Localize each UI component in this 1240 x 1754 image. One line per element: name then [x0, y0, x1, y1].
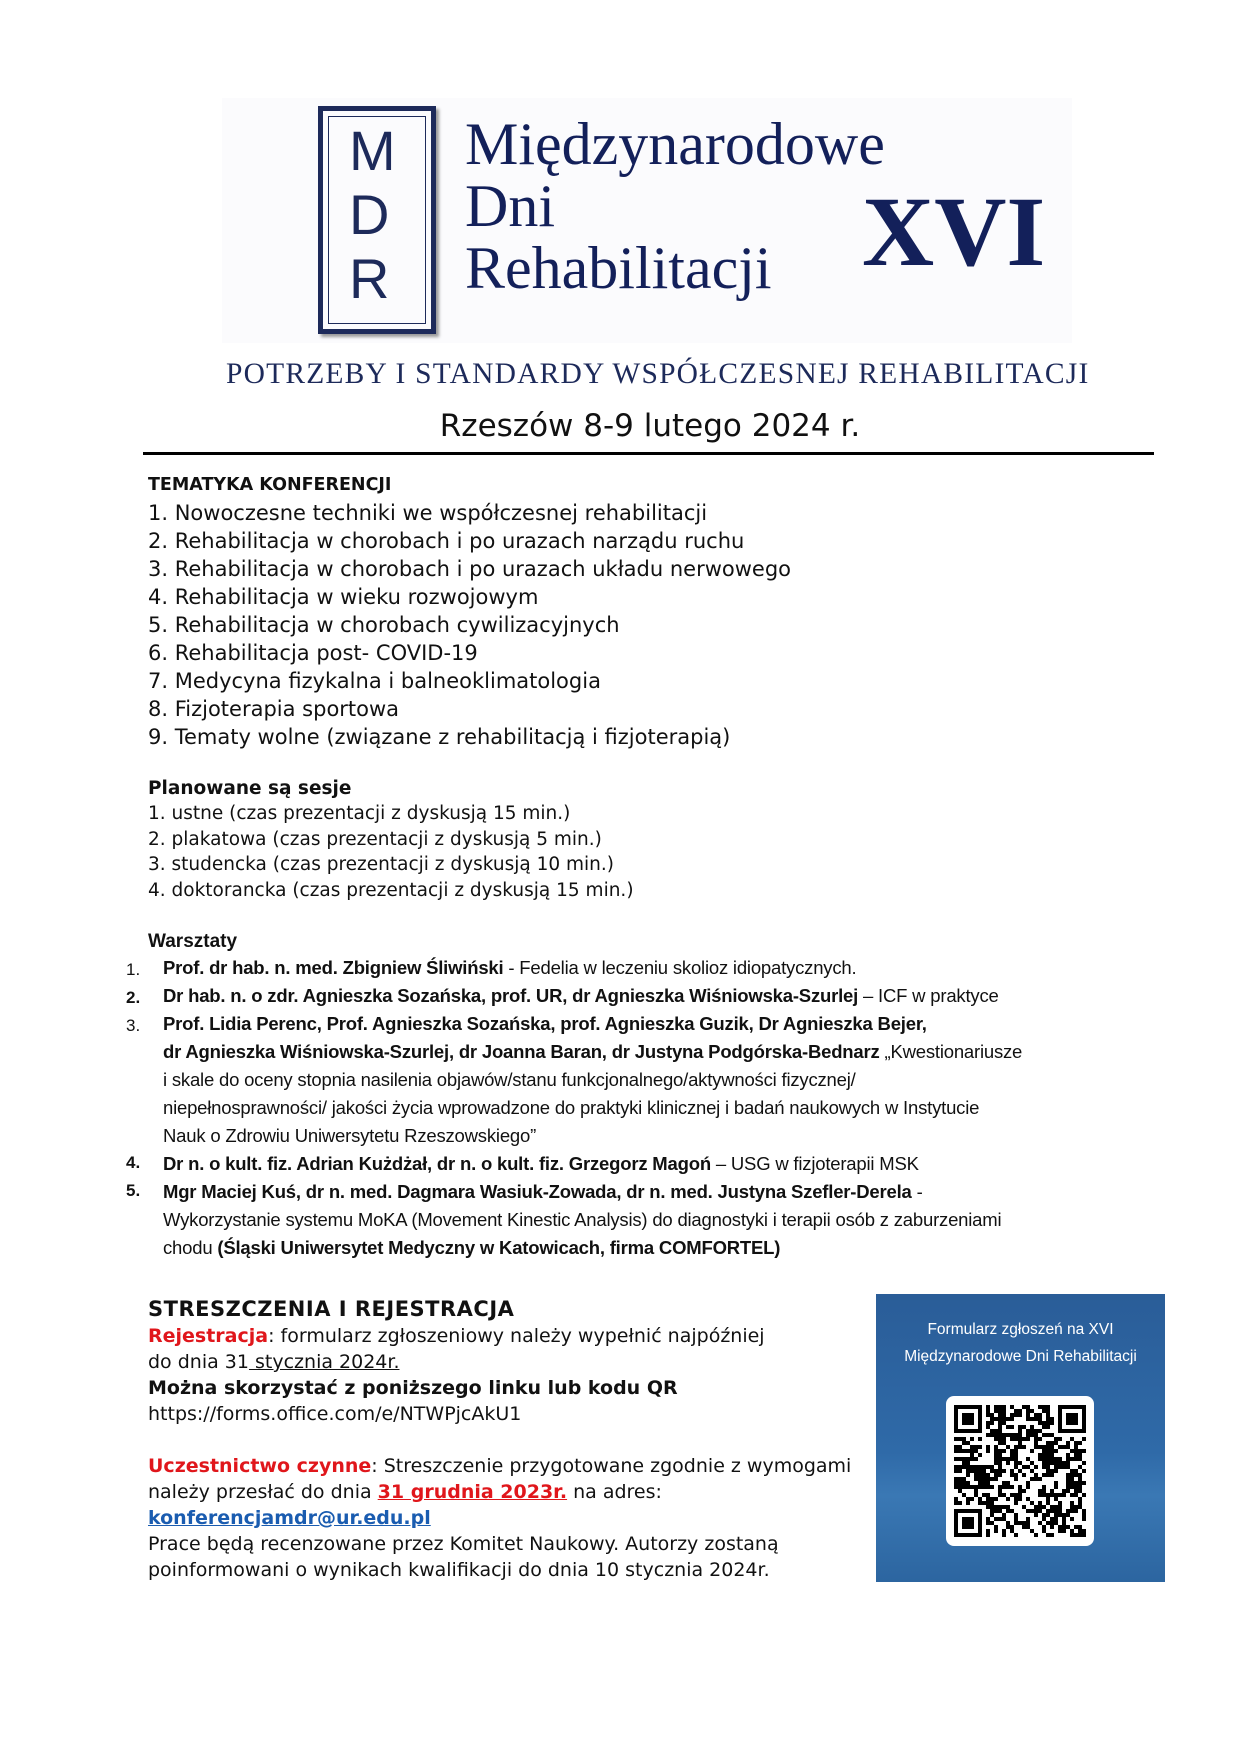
- topic-item: 3. Rehabilitacja w chorobach i po urazach układu nerwowego: [148, 557, 792, 581]
- review-note-line2: poinformowani o wynikach kwalifikacji do dnia 10 stycznia 2024r.: [148, 1559, 770, 1581]
- workshop-item-3: Prof. Lidia Perenc, Prof. Agnieszka Sozańska, prof. Agnieszka Guzik, Dr Agnieszka Bejer,: [163, 1013, 927, 1034]
- edition-number: XVI: [862, 176, 1046, 287]
- logo-letter-m: M: [349, 119, 396, 182]
- registration-date: do dnia 31 stycznia 2024r.: [148, 1351, 400, 1373]
- review-note-line1: Prace będą recenzowane przez Komitet Naukowy. Autorzy zostaną: [148, 1533, 779, 1555]
- place-date: Rzeszów 8-9 lutego 2024 r.: [439, 408, 861, 444]
- registration-deadline: Rejestracja: formularz zgłoszeniowy należy wypełnić najpóźniej: [148, 1325, 765, 1347]
- qr-panel-title: [876, 1316, 1165, 1370]
- topic-item: 5. Rehabilitacja w chorobach cywilizacyjnych: [148, 613, 620, 637]
- email-link[interactable]: konferencjamdr@ur.edu.pl: [148, 1507, 431, 1529]
- session-item: 2. plakatowa (czas prezentacji z dyskusją 5 min.): [148, 828, 602, 850]
- registration-heading: STRESZCZENIA I REJESTRACJA: [148, 1297, 515, 1321]
- registration-url[interactable]: https://forms.office.com/e/NTWPjcAkU1: [148, 1403, 522, 1425]
- workshop-item-3-line5: Nauk o Zdrowiu Uniwersytetu Rzeszowskiego”: [163, 1125, 537, 1146]
- workshop-item-1: Prof. dr hab. n. med. Zbigniew Śliwiński - Fedelia w leczeniu skolioz idiopatycznych.: [163, 957, 857, 978]
- divider: [143, 452, 1154, 455]
- list-number: 2.: [126, 988, 141, 1007]
- session-item: 3. studencka (czas prezentacji z dyskusją 10 min.): [148, 854, 614, 876]
- workshop-item-2: Dr hab. n. o zdr. Agnieszka Sozańska, prof. UR, dr Agnieszka Wiśniowska-Szurlej – ICF w praktyce: [163, 985, 999, 1006]
- session-item: 4. doktorancka (czas prezentacji z dyskusją 15 min.): [148, 880, 634, 902]
- qr-code[interactable]: [946, 1396, 1094, 1546]
- workshop-item-5-line3: chodu (Śląski Uniwersytet Medyczny w Katowicach, firma COMFORTEL): [163, 1237, 781, 1258]
- topics-heading: TEMATYKA KONFERENCJI: [148, 475, 392, 495]
- logo-title-line3: Rehabilitacji: [465, 235, 772, 301]
- topic-item: 1. Nowoczesne techniki we współczesnej rehabilitacji: [148, 501, 708, 525]
- topic-item: 4. Rehabilitacja w wieku rozwojowym: [148, 585, 539, 609]
- list-number: 5.: [126, 1181, 141, 1200]
- list-number: 4.: [126, 1153, 141, 1172]
- workshop-item-3-line4: niepełnosprawności/ jakości życia wprowadzone do praktyki klinicznej i badań naukowych w Instytucie: [163, 1097, 980, 1118]
- logo-letter-d: D: [349, 183, 390, 246]
- workshop-item-5: Mgr Maciej Kuś, dr n. med. Dagmara Wasiuk-Zowada, dr n. med. Justyna Szefler-Derela -: [163, 1181, 923, 1202]
- workshop-item-4: Dr n. o kult. fiz. Adrian Kużdżał, dr n. o kult. fiz. Grzegorz Magoń – USG w fizjoterapii MSK: [163, 1153, 919, 1174]
- session-item: 1. ustne (czas prezentacji z dyskusją 15 min.): [148, 803, 571, 824]
- logo-title-line1: Międzynarodowe: [465, 111, 885, 177]
- qr-title-line1: Formularz zgłoszeń na XVI: [927, 1321, 1114, 1338]
- workshop-item-3-line2: dr Agnieszka Wiśniowska-Szurlej, dr Joanna Baran, dr Justyna Podgórska-Bednarz „Kwestionariusze: [163, 1041, 1023, 1062]
- active-participation: Uczestnictwo czynne: Streszczenie przygotowane zgodnie z wymogami: [148, 1455, 852, 1477]
- qr-code-icon: [954, 1405, 1086, 1537]
- workshops-heading: Warsztaty: [148, 931, 238, 952]
- workshop-item-5-line2: Wykorzystanie systemu MoKA (Movement Kinestic Analysis) do diagnostyki i terapii osób z zaburzeniami: [163, 1209, 1002, 1230]
- qr-panel: [876, 1294, 1165, 1582]
- list-number: 3.: [126, 1016, 141, 1035]
- logo-letter-r: R: [349, 247, 390, 310]
- conference-subtitle: POTRZEBY I STANDARDY WSPÓŁCZESNEJ REHABILITACJI: [226, 358, 1090, 390]
- list-number: 1.: [126, 960, 141, 979]
- abstract-deadline: należy przesłać do dnia 31 grudnia 2023r. na adres:: [148, 1481, 662, 1503]
- mdr-logo-mark: [318, 106, 436, 334]
- topic-item: 9. Tematy wolne (związane z rehabilitacją i fizjoterapią): [148, 725, 731, 749]
- logo-title-line2: Dni: [465, 173, 555, 239]
- topic-item: 8. Fizjoterapia sportowa: [148, 697, 400, 721]
- topic-item: 6. Rehabilitacja post- COVID-19: [148, 641, 478, 665]
- link-hint: Można skorzystać z poniższego linku lub kodu QR: [148, 1377, 678, 1399]
- topic-item: 2. Rehabilitacja w chorobach i po urazach narządu ruchu: [148, 529, 745, 553]
- sessions-heading: Planowane są sesje: [148, 778, 352, 799]
- qr-title-line2: Międzynarodowe Dni Rehabilitacji: [904, 1348, 1137, 1365]
- workshop-item-3-line3: i skale do oceny stopnia nasilenia objawów/stanu funkcjonalnego/aktywności fizycznej/: [163, 1069, 856, 1090]
- topic-item: 7. Medycyna fizykalna i balneoklimatologia: [148, 669, 601, 693]
